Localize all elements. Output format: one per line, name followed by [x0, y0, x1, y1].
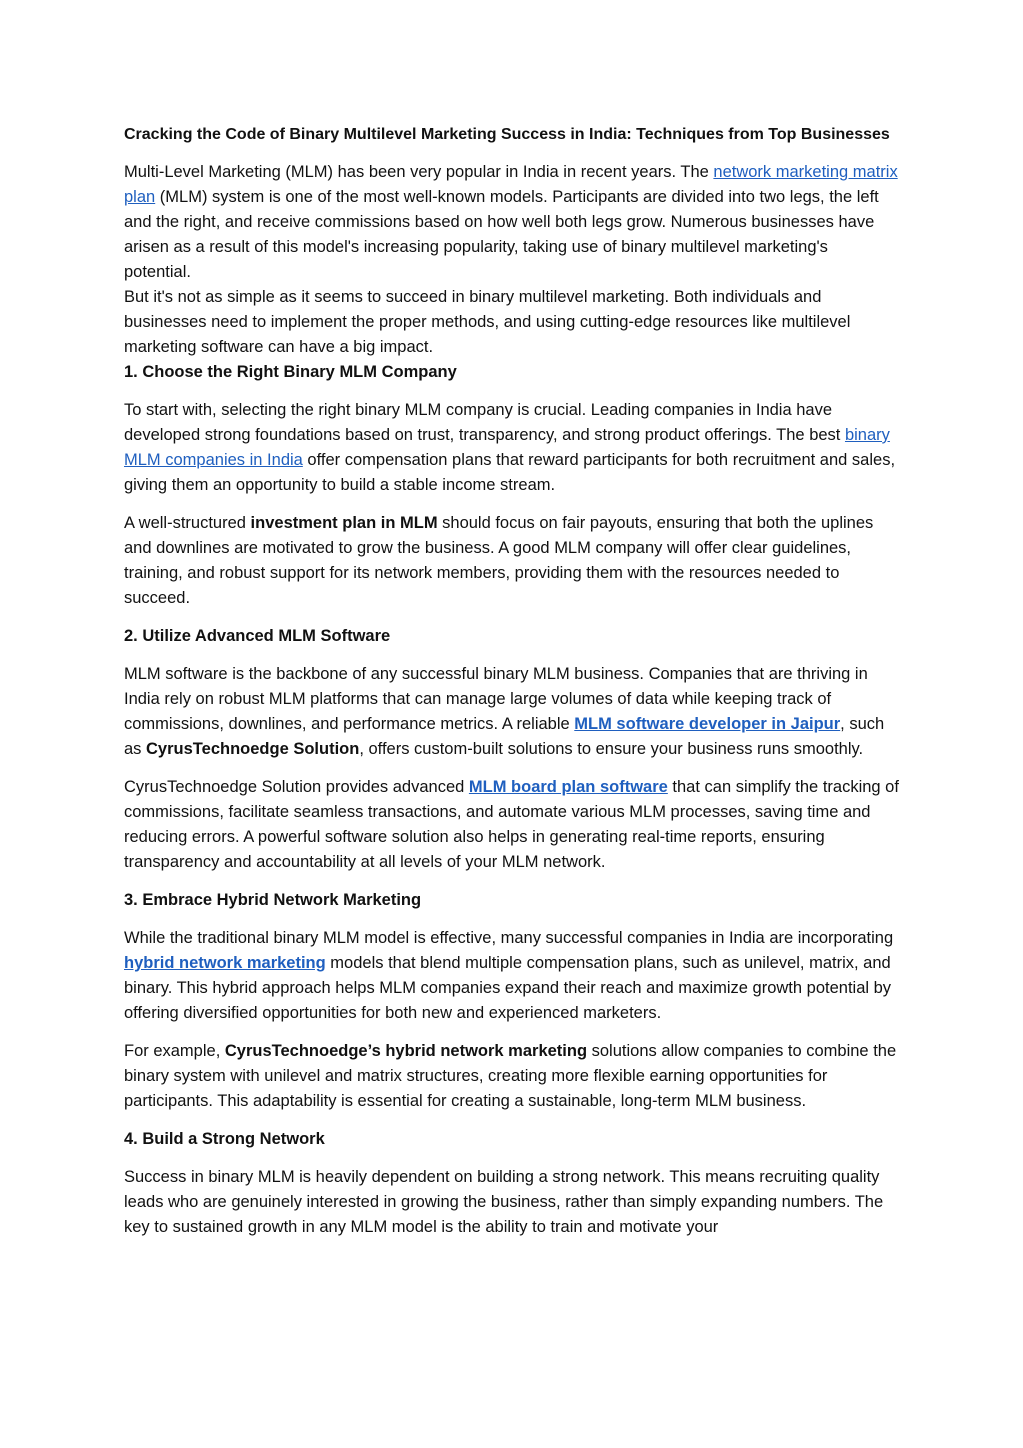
section-2-heading: 2. Utilize Advanced MLM Software: [124, 627, 391, 645]
section-3-text-after: models that blend multiple compensation plans, such as unilevel, matrix, and binary. This hybrid approach helps MLM companies expand their reach and maximize growth potential by offering diversified opportunities for both new and experienced marketers.: [124, 954, 892, 1022]
section-1-text-after: offer compensation plans that reward participants for both recruitment and sales, giving them an opportunity to build a stable income stream.: [124, 451, 896, 494]
section-2-text-mid: , such as: [124, 715, 885, 758]
section-3-text-before: While the traditional binary MLM model is effective, many successful companies in India are incorporating: [124, 929, 894, 947]
section-1-heading: 1. Choose the Right Binary MLM Company: [124, 363, 457, 381]
section-1-paragraph-2: [124, 511, 899, 611]
section-3-paragraph-1: [124, 926, 899, 1026]
section-1-p2-before: A well-structured: [124, 514, 251, 532]
section-1-text-before: To start with, selecting the right binary MLM company is crucial. Leading companies in India have developed strong foundations based on trust, transparency, and strong product offerings. The best: [124, 401, 845, 444]
investment-plan-bold: investment plan in MLM: [250, 514, 438, 532]
hybrid-network-marketing-link[interactable]: hybrid network marketing: [124, 954, 326, 972]
section-2-paragraph-1: [124, 662, 899, 762]
mlm-board-plan-software-link[interactable]: MLM board plan software: [468, 778, 668, 796]
cyrustechnoedge-hybrid-bold: CyrusTechnoedge’s hybrid network marketing: [224, 1042, 588, 1060]
binary-mlm-companies-link[interactable]: binary MLM companies in India: [124, 426, 890, 469]
intro-paragraph-1: [124, 160, 899, 285]
section-2-paragraph-2: [124, 775, 899, 875]
intro-paragraph-2: But it's not as simple as it seems to succeed in binary multilevel marketing. Both individuals and businesses need to implement the proper methods, and using cutting-edge resources like multilevel marketing software can have a big impact.: [124, 288, 851, 356]
network-marketing-matrix-plan-link[interactable]: network marketing matrix plan: [124, 163, 898, 206]
section-2-p2-after: that can simplify the tracking of commissions, facilitate seamless transactions, and automate various MLM processes, saving time and reducing errors. A powerful software solution also helps in generating real-time reports, ensuring transparency and accountability at all levels of your MLM network.: [124, 778, 899, 871]
section-2-p2-before: CyrusTechnoedge Solution provides advanced: [124, 778, 469, 796]
section-3-paragraph-2: [124, 1039, 899, 1114]
intro-text-before: Multi-Level Marketing (MLM) has been very popular in India in recent years. The: [124, 163, 714, 181]
section-1-paragraph-1: [124, 398, 899, 498]
intro-text-after: (MLM) system is one of the most well-known models. Participants are divided into two legs, the left and the right, and receive commissions based on how well both legs grow. Numerous businesses have arisen as a result of this model's increasing popularity, taking use of binary multilevel marketing's potential.: [124, 188, 879, 281]
section-4-paragraph-1: Success in binary MLM is heavily dependent on building a strong network. This means recruiting quality leads who are genuinely interested in growing the business, rather than simply expanding numbers. The key to sustained growth in any MLM model is the ability to train and motivate your: [124, 1168, 884, 1236]
section-3-p2-before: For example,: [124, 1042, 225, 1060]
section-1-p2-after: should focus on fair payouts, ensuring that both the uplines and downlines are motivated to grow the business. A good MLM company will offer clear guidelines, training, and robust support for its network members, providing them with the resources needed to succeed.: [124, 514, 874, 607]
cyrustechnoedge-solution-bold: CyrusTechnoedge Solution: [146, 740, 360, 758]
mlm-software-developer-jaipur-link[interactable]: MLM software developer in Jaipur: [574, 715, 841, 733]
section-2-text-after: , offers custom-built solutions to ensure your business runs smoothly.: [359, 740, 864, 758]
section-3-heading: 3. Embrace Hybrid Network Marketing: [124, 891, 422, 909]
section-4-heading: 4. Build a Strong Network: [124, 1130, 325, 1148]
section-2-text-before: MLM software is the backbone of any successful binary MLM business. Companies that are thriving in India rely on robust MLM platforms that can manage large volumes of data while keeping track of commissions, downlines, and performance metrics. A reliable: [124, 665, 868, 733]
section-3-p2-after: solutions allow companies to combine the binary system with unilevel and matrix structures, creating more flexible earning opportunities for participants. This adaptability is essential for creating a sustainable, long-term MLM business.: [124, 1042, 897, 1110]
document-title: Cracking the Code of Binary Multilevel Marketing Success in India: Techniques from Top Businesses: [124, 126, 890, 143]
